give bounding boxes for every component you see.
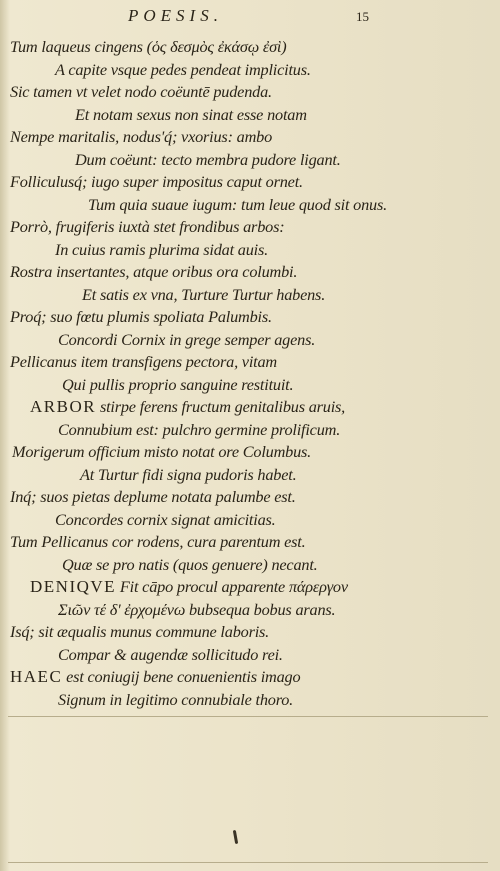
poem-line: Et notam sexus non sinat esse notam — [75, 104, 307, 124]
poem-line: Folliculusq́; iugo super impositus caput ornet. — [10, 172, 303, 191]
poem-line: ARBOR stirpe ferens fructum genitalibus aruis, — [30, 397, 346, 416]
poem-line: Morigerum officium misto notat ore Columbus. — [12, 442, 312, 461]
poem-line: Tum laqueus cingens (ὁς δεσμὸς ἐκάσῳ ἐσὶ) — [10, 37, 287, 56]
poem-line: Tum quia suaue iugum: tum leue quod sit onus. — [88, 194, 387, 214]
poem-line: Nempe maritalis, nodus'q́; vxorius: ambo — [10, 127, 273, 146]
page-gutter — [0, 0, 10, 871]
poem-line: Isq́; sit æqualis munus commune laboris. — [10, 622, 270, 641]
poem-line: Concordi Cornix in grege semper agens. — [58, 329, 316, 349]
initial-caps-word: HAEC — [10, 667, 63, 686]
page-header — [0, 2, 500, 28]
separator-rule-lower — [8, 862, 488, 863]
poem-line: Concordes cornix signat amicitias. — [55, 509, 276, 529]
poem-line: Qui pullis proprio sanguine restituit. — [62, 374, 294, 394]
poem-line: At Turtur fidi signa pudoris habet. — [80, 464, 297, 484]
poem-line: Porrò, frugiferis iuxtà stet frondibus arbos: — [10, 217, 285, 236]
poem-line: Tum Pellicanus cor rodens, cura parentum est. — [10, 532, 306, 551]
running-title: POESIS. — [128, 6, 223, 25]
poem-line: Connubium est: pulchro germine prolificum. — [58, 419, 341, 439]
initial-caps-word: ARBOR — [30, 397, 97, 416]
poem-line: In cuius ramis plurima sidat auis. — [55, 239, 269, 259]
poem-line: Inq́; suos pietas deplume notata palumbe est. — [10, 487, 296, 506]
page-number: 15 — [356, 9, 369, 24]
poem-line: Σιῶν τέ δ' ἐρχομένω bubsequa bobus arans. — [58, 599, 336, 619]
poem-line: HAEC est coniugij bene conuenientis imago — [10, 667, 301, 686]
separator-rule-upper — [8, 716, 488, 717]
poem-line: Sic tamen vt velet nodo coëuntē pudenda. — [10, 82, 272, 101]
poem-line: Et satis ex vna, Turture Turtur habens. — [82, 284, 326, 304]
poem-line: Signum in legitimo connubiale thoro. — [58, 689, 294, 709]
poem-line: Dum coëunt: tecto membra pudore ligant. — [75, 149, 341, 169]
poem-line: Rostra insertantes, atque oribus ora columbi. — [10, 262, 298, 281]
poem-line: Pellicanus item transfigens pectora, vitam — [10, 352, 277, 371]
poem-line: DENIQVE Fit cāpo procul apparente πάρεργον — [30, 577, 348, 596]
bracket-mark — [233, 830, 238, 844]
poem-line: Proq́; suo fœtu plumis spoliata Palumbis. — [10, 307, 272, 326]
poem-line: Compar & augendæ sollicitudo rei. — [58, 644, 283, 664]
poem-line: A capite vsque pedes pendeat implicitus. — [55, 59, 311, 79]
poem-line: Quæ se pro natis (quos genuere) necant. — [62, 554, 318, 574]
initial-caps-word: DENIQVE — [30, 577, 117, 596]
